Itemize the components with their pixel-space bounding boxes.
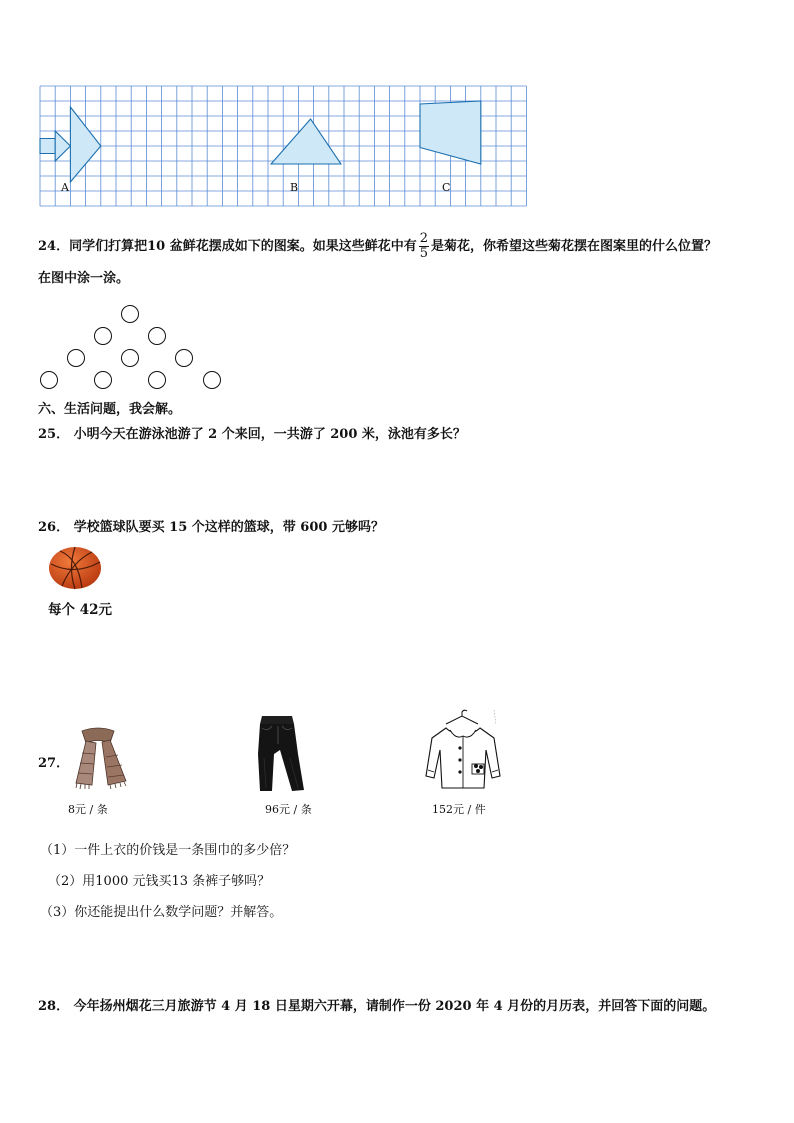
question-27-sub3: （3）你还能提出什么数学问题？并解答。 bbox=[40, 905, 283, 920]
jacket-price: 152元 / 件 bbox=[432, 803, 486, 816]
grid-figure bbox=[40, 86, 530, 211]
question-25: 25． 小明今天在游泳池游了 2 个来回，一共游了 200 米，泳池有多长？ bbox=[38, 427, 466, 442]
flower-circle[interactable] bbox=[149, 328, 166, 345]
flower-circle[interactable] bbox=[122, 350, 139, 367]
question-27-number: 27． bbox=[38, 756, 70, 771]
question-24-line2: 在图中涂一涂。 bbox=[38, 271, 130, 286]
jacket-icon bbox=[420, 710, 510, 792]
grid-label-c: C bbox=[442, 181, 451, 194]
basketball-price: 每个 42元 bbox=[48, 602, 112, 618]
shape-a-arrow-shaft bbox=[40, 139, 55, 154]
question-28: 28． 今年扬州烟花三月旅游节 4 月 18 日星期六开幕，请制作一份 2020 年 4 月份的月历表，并回答下面的问题。 bbox=[38, 999, 716, 1014]
shape-b-triangle bbox=[271, 119, 341, 164]
flower-pattern bbox=[36, 302, 236, 402]
scarf-price: 8元 / 条 bbox=[68, 803, 108, 816]
section-6-title: 六、生活问题，我会解。 bbox=[38, 402, 182, 417]
pants-icon bbox=[252, 714, 312, 792]
scarf-icon bbox=[64, 727, 134, 789]
fraction-denominator: 5 bbox=[419, 246, 428, 261]
flower-circle[interactable] bbox=[68, 350, 85, 367]
question-24-text-after: 是菊花，你希望这些菊花摆在图案里的什么位置？ bbox=[431, 239, 718, 254]
flower-circle[interactable] bbox=[41, 372, 58, 389]
flower-circle[interactable] bbox=[95, 372, 112, 389]
basketball-icon bbox=[48, 546, 104, 592]
flower-circle[interactable] bbox=[122, 306, 139, 323]
question-24 bbox=[38, 232, 717, 261]
flower-circle[interactable] bbox=[95, 328, 112, 345]
flower-circle[interactable] bbox=[204, 372, 221, 389]
question-27-sub1: （1）一件上衣的价钱是一条围巾的多少倍？ bbox=[40, 843, 296, 858]
fraction-two-fifths bbox=[419, 232, 429, 261]
question-24-text-before: 24．同学们打算把10 盆鲜花摆成如下的图案。如果这些鲜花中有 bbox=[38, 239, 417, 254]
shape-c-trapezoid bbox=[420, 101, 481, 164]
grid-label-b: B bbox=[290, 181, 299, 194]
grid-label-a: A bbox=[61, 181, 69, 194]
shape-a-arrow-small-head bbox=[55, 131, 70, 161]
fraction-numerator: 2 bbox=[419, 231, 428, 246]
question-27-sub2: （2）用1000 元钱买13 条裤子够吗？ bbox=[48, 874, 271, 889]
flower-circle[interactable] bbox=[176, 350, 193, 367]
flower-circle[interactable] bbox=[149, 372, 166, 389]
pants-price: 96元 / 条 bbox=[265, 803, 312, 816]
question-26: 26． 学校篮球队要买 15 个这样的篮球，带 600 元够吗？ bbox=[38, 520, 384, 535]
